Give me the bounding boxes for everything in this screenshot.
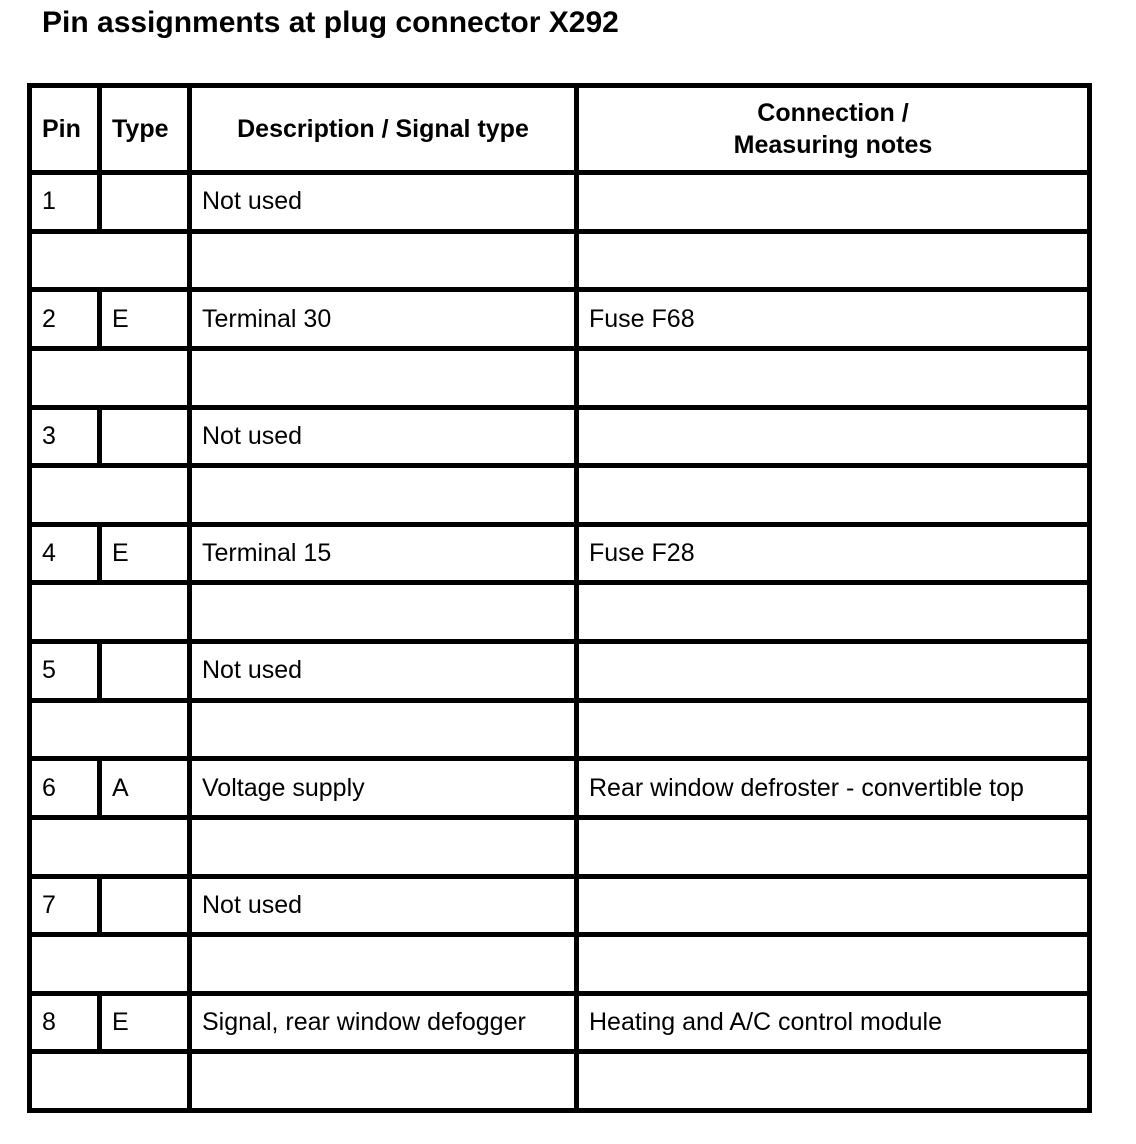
- pin-assignment-table: [27, 83, 1092, 1113]
- pin-cell: 2: [30, 290, 100, 349]
- spacer-cell: [30, 583, 190, 642]
- table-row: [30, 524, 1090, 583]
- notes-cell: Fuse F28: [577, 524, 1090, 583]
- pin-cell: 8: [30, 993, 100, 1052]
- description-cell: Not used: [190, 876, 577, 935]
- spacer-cell: [30, 466, 190, 525]
- spacer-row: [30, 935, 1090, 994]
- spacer-cell: [577, 935, 1090, 994]
- notes-cell: Fuse F68: [577, 290, 1090, 349]
- description-cell: Not used: [190, 642, 577, 701]
- description-cell: Not used: [190, 407, 577, 466]
- notes-cell: Heating and A/C control module: [577, 993, 1090, 1052]
- spacer-cell: [577, 817, 1090, 876]
- notes-cell: [577, 407, 1090, 466]
- spacer-row: [30, 231, 1090, 290]
- type-cell: E: [100, 993, 190, 1052]
- spacer-cell: [190, 935, 577, 994]
- pin-cell: 1: [30, 173, 100, 232]
- notes-cell: [577, 642, 1090, 701]
- spacer-cell: [190, 348, 577, 407]
- type-cell: [100, 876, 190, 935]
- spacer-cell: [30, 817, 190, 876]
- type-cell: [100, 642, 190, 701]
- spacer-cell: [190, 231, 577, 290]
- header-notes-line2: Measuring notes: [733, 131, 933, 159]
- spacer-cell: [30, 231, 190, 290]
- pin-cell: 6: [30, 759, 100, 818]
- header-type: Type: [100, 86, 190, 173]
- table-row: [30, 642, 1090, 701]
- spacer-cell: [577, 1052, 1090, 1111]
- spacer-cell: [190, 817, 577, 876]
- table-row: [30, 993, 1090, 1052]
- spacer-cell: [190, 1052, 577, 1111]
- spacer-cell: [577, 700, 1090, 759]
- table-row: [30, 407, 1090, 466]
- table-row: [30, 290, 1090, 349]
- header-description: Description / Signal type: [190, 86, 577, 173]
- table-header-row: [30, 86, 1090, 173]
- spacer-row: [30, 817, 1090, 876]
- description-cell: Voltage supply: [190, 759, 577, 818]
- type-cell: E: [100, 524, 190, 583]
- spacer-cell: [30, 700, 190, 759]
- pin-cell: 3: [30, 407, 100, 466]
- spacer-row: [30, 348, 1090, 407]
- type-cell: [100, 407, 190, 466]
- spacer-cell: [577, 231, 1090, 290]
- spacer-cell: [30, 1052, 190, 1111]
- table-row: [30, 876, 1090, 935]
- notes-cell: [577, 173, 1090, 232]
- spacer-cell: [190, 700, 577, 759]
- spacer-row: [30, 583, 1090, 642]
- spacer-cell: [190, 583, 577, 642]
- spacer-cell: [577, 466, 1090, 525]
- notes-cell: [577, 876, 1090, 935]
- type-cell: A: [100, 759, 190, 818]
- description-cell: Not used: [190, 173, 577, 232]
- spacer-cell: [30, 348, 190, 407]
- header-notes: [577, 86, 1090, 173]
- description-cell: Signal, rear window defogger: [190, 993, 577, 1052]
- table-row: [30, 759, 1090, 818]
- pin-cell: 7: [30, 876, 100, 935]
- spacer-cell: [30, 935, 190, 994]
- type-cell: E: [100, 290, 190, 349]
- table-row: [30, 173, 1090, 232]
- type-cell: [100, 173, 190, 232]
- header-notes-line1: Connection /: [757, 99, 909, 127]
- page-title: Pin assignments at plug connector X292: [42, 6, 619, 39]
- spacer-row: [30, 466, 1090, 525]
- description-cell: Terminal 15: [190, 524, 577, 583]
- spacer-row: [30, 1052, 1090, 1111]
- spacer-cell: [577, 583, 1090, 642]
- description-cell: Terminal 30: [190, 290, 577, 349]
- pin-cell: 4: [30, 524, 100, 583]
- spacer-row: [30, 700, 1090, 759]
- spacer-cell: [577, 348, 1090, 407]
- spacer-cell: [190, 466, 577, 525]
- header-pin: Pin: [30, 86, 100, 173]
- pin-cell: 5: [30, 642, 100, 701]
- notes-cell: Rear window defroster - convertible top: [577, 759, 1090, 818]
